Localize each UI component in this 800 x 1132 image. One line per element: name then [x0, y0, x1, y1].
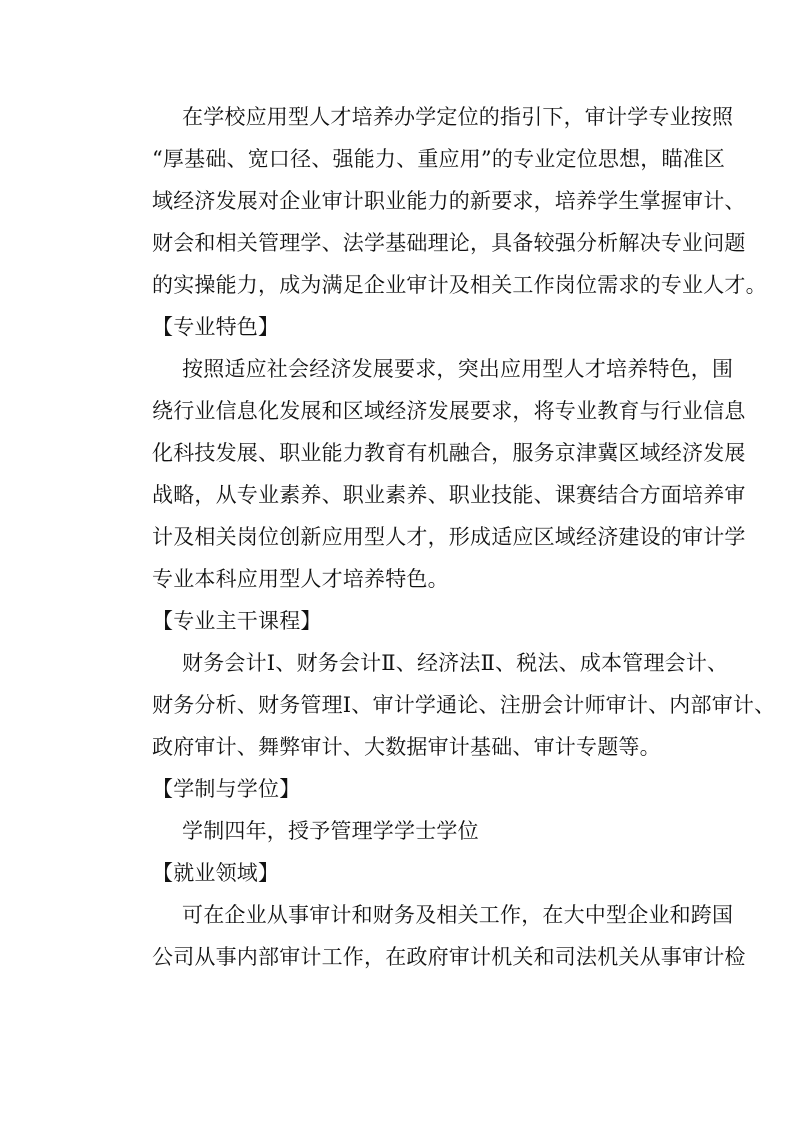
- paragraph-line: 公司从事内部审计工作，在政府审计机关和司法机关从事审计检: [152, 945, 746, 969]
- paragraph-line: 专业本科应用型人才培养特色。: [152, 567, 449, 591]
- section-heading-courses: 【专业主干课程】: [152, 609, 322, 633]
- paragraph-line: 财务会计Ⅰ、财务会计Ⅱ、经济法Ⅱ、税法、成本管理会计、: [182, 651, 729, 675]
- paragraph-line: 财会和相关管理学、法学基础理论，具备较强分析解决专业问题: [152, 231, 746, 255]
- paragraph-line: 政府审计、舞弊审计、大数据审计基础、审计专题等。: [152, 735, 661, 759]
- paragraph-line: 战略，从专业素养、职业素养、职业技能、课赛结合方面培养审: [152, 483, 746, 507]
- section-heading-degree: 【学制与学位】: [152, 777, 301, 801]
- paragraph-line: 域经济发展对企业审计职业能力的新要求，培养学生掌握审计、: [152, 189, 746, 213]
- paragraph-line: 学制四年，授予管理学学士学位: [182, 819, 479, 843]
- paragraph-line: 在学校应用型人才培养办学定位的指引下，审计学专业按照: [182, 105, 734, 129]
- paragraph-line: 的实操能力，成为满足企业审计及相关工作岗位需求的专业人才。: [152, 273, 767, 297]
- paragraph-line: “厚基础、宽口径、强能力、重应用”的专业定位思想，瞄准区: [152, 147, 726, 171]
- paragraph-line: 计及相关岗位创新应用型人才，形成适应区域经济建设的审计学: [152, 525, 746, 549]
- paragraph-line: 财务分析、财务管理Ⅰ、审计学通论、注册会计师审计、内部审计、: [152, 693, 776, 717]
- paragraph-line: 按照适应社会经济发展要求，突出应用型人才培养特色，围: [182, 357, 734, 381]
- section-heading-employment: 【就业领域】: [152, 861, 280, 885]
- paragraph-line: 可在企业从事审计和财务及相关工作，在大中型企业和跨国: [182, 903, 734, 927]
- paragraph-line: 化科技发展、职业能力教育有机融合，服务京津冀区域经济发展: [152, 441, 746, 465]
- paragraph-line: 绕行业信息化发展和区域经济发展要求，将专业教育与行业信息: [152, 399, 746, 423]
- section-heading-features: 【专业特色】: [152, 315, 280, 339]
